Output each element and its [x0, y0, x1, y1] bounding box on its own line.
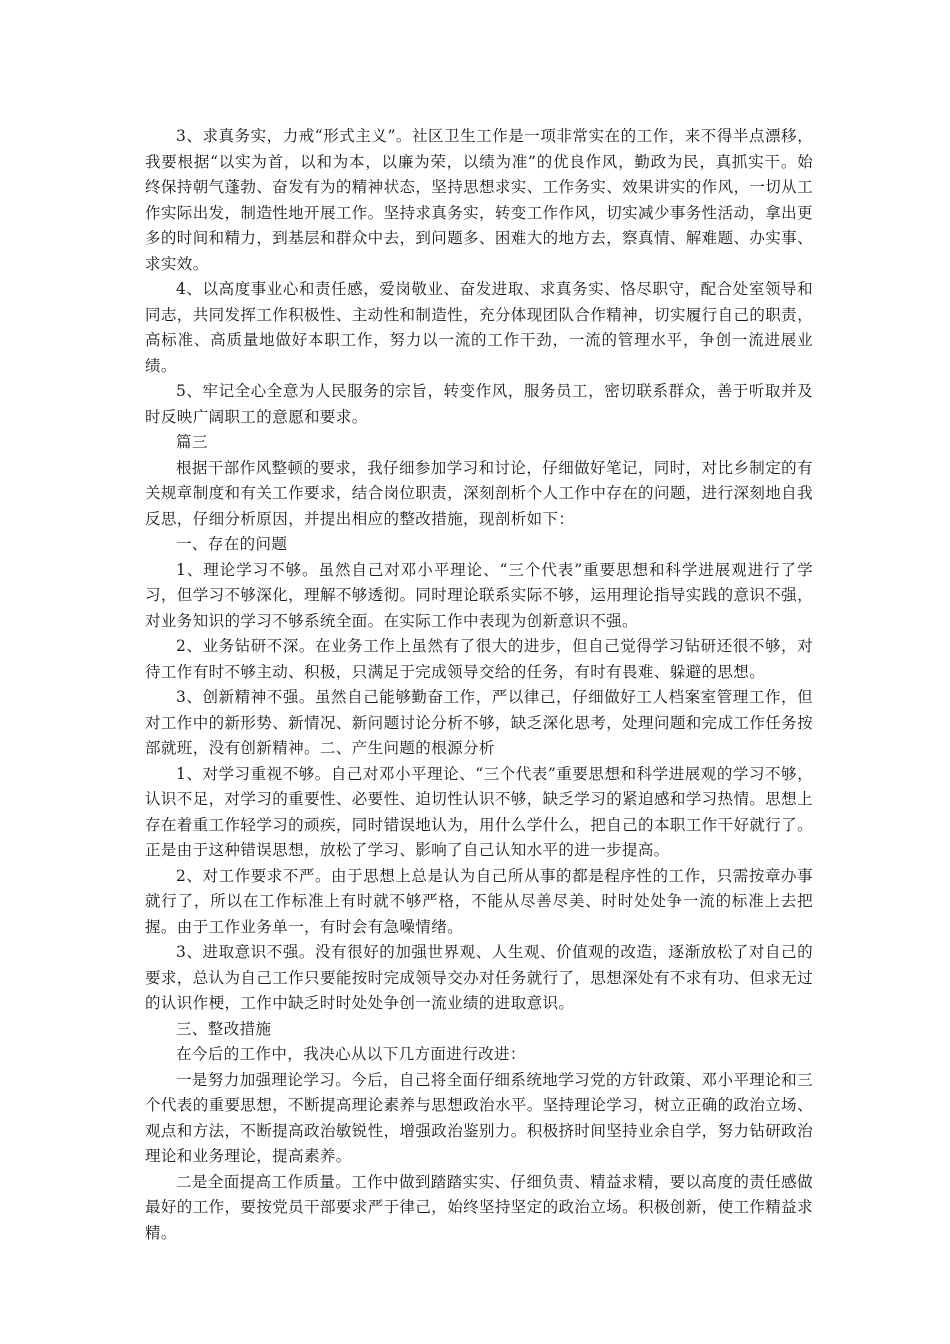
section-heading-part-three: 篇三 — [176, 433, 208, 451]
paragraph-cause-3: 3、进取意识不强。没有很好的加强世界观、人生观、价值观的改造，逐渐放松了对自己的要求，总认为自己工作只要能按时完成领导交办对任务就行了，思想深处有不求有功、但求无过的认识作梗，工作中缺乏时时处处争创一流业绩的进取意识。 — [145, 943, 813, 1012]
section-heading-problems: 一、存在的问题 — [176, 535, 288, 553]
document-body — [145, 124, 813, 1246]
paragraph-problem-3: 3、创新精神不强。虽然自己能够勤奋工作，严以律己，仔细做好工人档案室管理工作，但对工作中的新形势、新情况、新问题讨论分析不够，缺乏深化思考，处理问题和完成工作任务按部就班，没有创新精神。二、产生问题的根源分析 — [145, 688, 813, 757]
paragraph-measure-2: 二是全面提高工作质量。工作中做到踏踏实实、仔细负责、精益求精，要以高度的责任感做最好的工作，要按党员干部要求严于律己，始终坚持坚定的政治立场。积极创新，使工作精益求精。 — [145, 1172, 813, 1242]
section-heading-measures: 三、整改措施 — [176, 1019, 272, 1038]
paragraph-cause-2: 2、对工作要求不严。由于思想上总是认为自己所从事的都是程序性的工作，只需按章办事就行了，所以在工作标准上有时就不够严格，不能从尽善尽美、时时处处争一流的标准上去把握。由于工作业务单一，有时会有急噪情绪。 — [145, 866, 813, 936]
paragraph-intro: 根据干部作风整顿的要求，我仔细参加学习和讨论，仔细做好笔记，同时，对比乡制定的有关规章制度和有关工作要求，结合岗位职责，深刻剖析个人工作中存在的问题，进行深刻地自我反思，仔细分析原因，并提出相应的整改措施，现剖析如下： — [145, 458, 813, 528]
paragraph-measure-1: 一是努力加强理论学习。今后，自己将全面仔细系统地学习党的方针政策、邓小平理论和三个代表的重要思想，不断提高理论素养与思想政治水平。坚持理论学习，树立正确的政治立场、观点和方法，不断提高政治敏锐性，增强政治鉴别力。积极挤时间坚持业余自学，努力钻研政治理论和业务理论，提高素养。 — [145, 1070, 813, 1165]
paragraph-problem-2: 2、业务钻研不深。在业务工作上虽然有了很大的进步，但自己觉得学习钻研还很不够，对待工作有时不够主动、积极，只满足于完成领导交给的任务，有时有畏难、躲避的思想。 — [145, 637, 813, 681]
paragraph-problem-1: 1、理论学习不够。虽然自己对邓小平理论、“三个代表”重要思想和科学进展观进行了学习，但学习不够深化，理解不够透彻。同时理论联系实际不够，运用理论指导实践的意识不强，对业务知识的学习不够系统全面。在实际工作中表现为创新意识不强。 — [145, 560, 813, 630]
paragraph-measures-intro: 在今后的工作中，我决心从以下几方面进行改进： — [176, 1045, 526, 1063]
paragraph-cause-1: 1、对学习重视不够。自己对邓小平理论、“三个代表”重要思想和科学进展观的学习不够，认识不足，对学习的重要性、必要性、迫切性认识不够，缺乏学习的紧迫感和学习热情。思想上存在着重工作轻学习的顽疾，同时错误地认为，用什么学什么，把自己的本职工作干好就行了。正是由于这种错误思想，放松了学习、影响了自己认知水平的进一步提高。 — [145, 764, 813, 859]
paragraph-item-4: 4、以高度事业心和责任感，爱岗敬业、奋发进取、求真务实、恪尽职守，配合处室领导和同志，共同发挥工作积极性、主动性和制造性，充分体现团队合作精神，切实履行自己的职责，高标准、高质量地做好本职工作，努力以一流的工作干劲，一流的管理水平，争创一流进展业绩。 — [145, 280, 813, 375]
paragraph-item-5: 5、牢记全心全意为人民服务的宗旨，转变作风，服务员工，密切联系群众，善于听取并及时反映广阔职工的意愿和要求。 — [145, 382, 813, 426]
paragraph-item-3: 3、求真务实，力戒“形式主义”。社区卫生工作是一项非常实在的工作，来不得半点漂移，我要根据“以实为首，以和为本，以廉为荣，以绩为准”的优良作风，勤政为民，真抓实干。始终保持朝气蓬勃、奋发有为的精神状态，坚持思想求实、工作务实、效果讲实的作风，一切从工作实际出发，制造性地开展工作。坚持求真务实，转变工作作风，切实减少事务性活动，拿出更多的时间和精力，到基层和群众中去，到问题多、困难大的地方去，察真情、解难题、办实事、求实效。 — [145, 127, 813, 273]
